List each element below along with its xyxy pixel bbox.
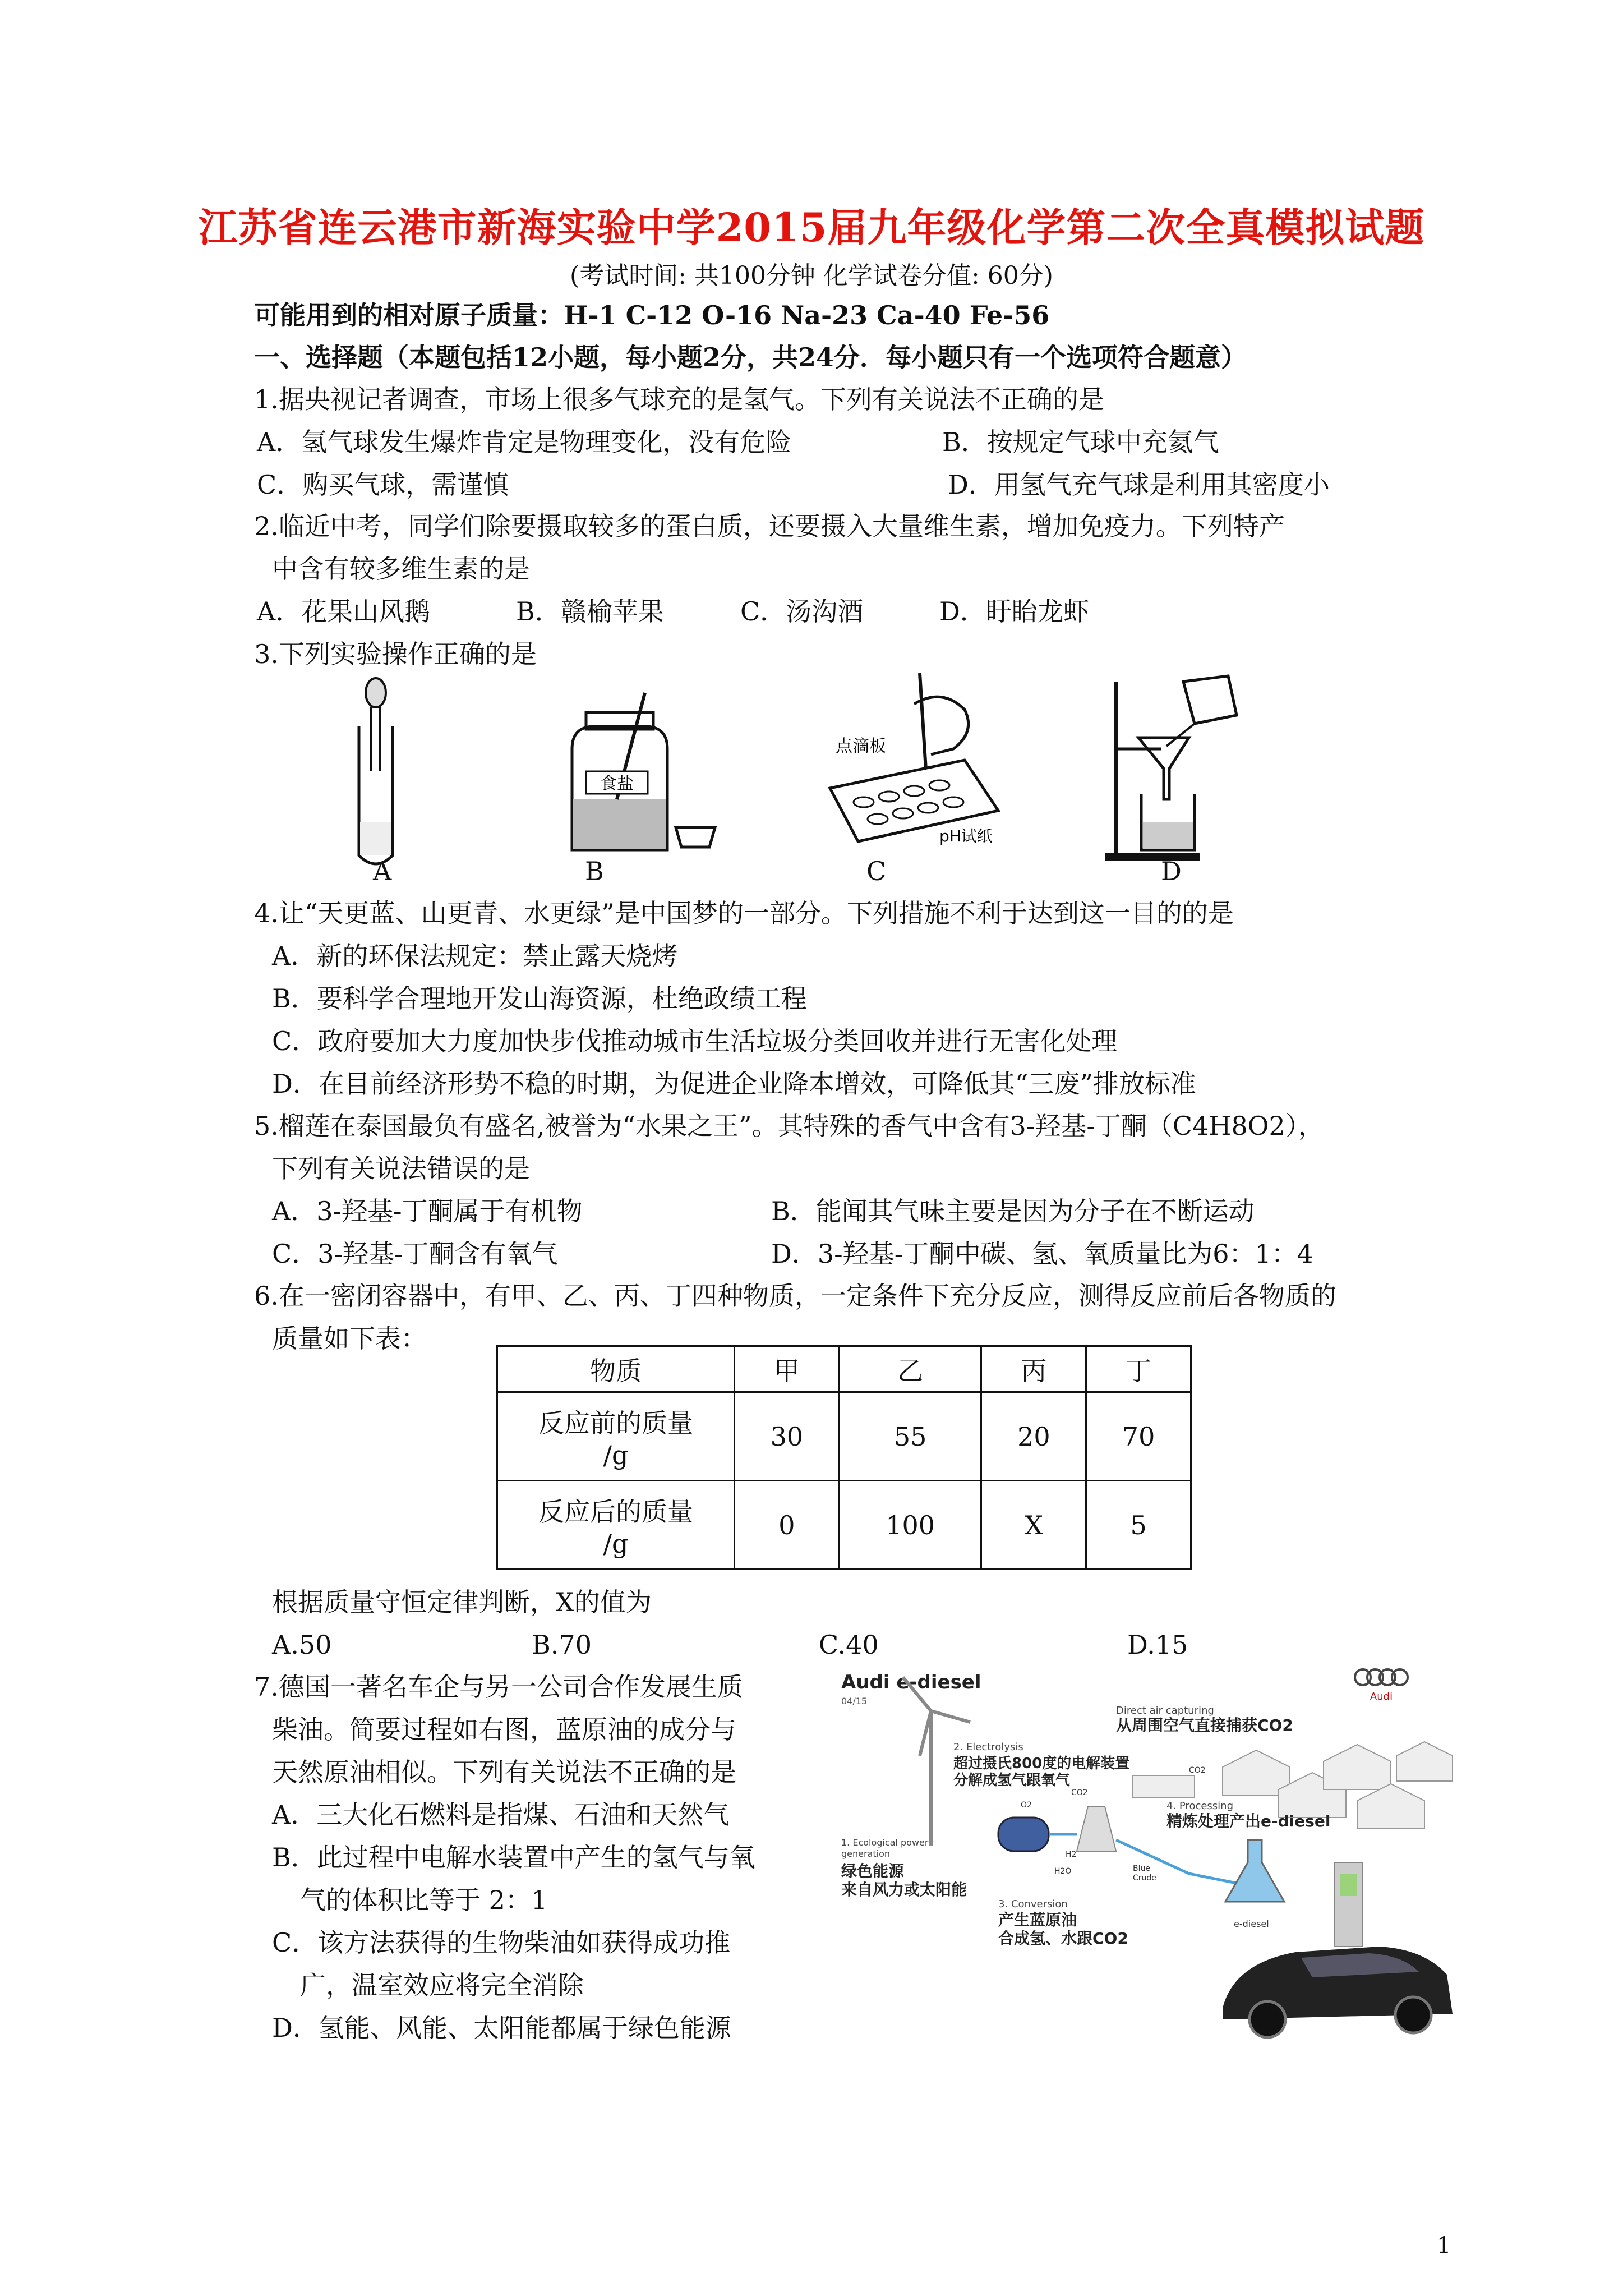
q7-line: 7.德国一著名车企与另一公司合作发展生质 — [254, 1672, 743, 1702]
page-title: 江苏省连云港市新海实验中学2015届九年级化学第二次全真模拟试题 — [198, 204, 1425, 251]
page-number: 1 — [1437, 2233, 1451, 2258]
table-header: 物质 — [497, 1346, 735, 1392]
q7-option-a: A．三大化石燃料是指煤、石油和天然气 — [272, 1800, 730, 1830]
step-electrolysis-zh1: 超过摄氏800度的电解装置 — [953, 1755, 1130, 1772]
apparatus-d-filtration — [1099, 670, 1267, 867]
apparatus-c-spot-plate — [819, 670, 1004, 855]
audi-logo-text: Audi — [1370, 1691, 1393, 1703]
capture-unit — [1133, 1775, 1195, 1798]
q6-stem-line1: 6.在一密闭容器中，有甲、乙、丙、丁四种物质，一定条件下充分反应，测得反应前后各物质的 — [254, 1281, 1336, 1311]
apparatus-b-salt-jar — [561, 687, 718, 861]
q3-label-b: B — [585, 856, 604, 886]
table-header-row — [497, 1346, 1191, 1392]
q5-option-a: A．3-羟基-丁酮属于有机物 — [272, 1196, 583, 1226]
q2-option-d: D．盱眙龙虾 — [939, 596, 1089, 627]
row-label-unit: /g — [603, 1439, 629, 1470]
diagram-date: 04/15 — [841, 1696, 868, 1706]
step-conversion-zh1: 产生蓝原油 — [998, 1911, 1077, 1929]
q7-option-c: C．该方法获得的生物柴油如获得成功推 — [272, 1927, 731, 1958]
q6-option-a: A.50 — [272, 1630, 332, 1660]
step-power-zh1: 绿色能源 — [841, 1862, 905, 1880]
q4-option-b: B．要科学合理地开发山海资源，杜绝政绩工程 — [272, 983, 807, 1014]
step-electrolysis-zh2: 分解成氢气跟氧气 — [953, 1772, 1071, 1789]
table-header: 甲 — [735, 1346, 840, 1392]
q4-stem: 4.让“天更蓝、山更青、水更绿”是中国梦的一部分。下列措施不利于达到这一目的的是 — [254, 898, 1234, 928]
row-label-line: 反应后的质量 — [538, 1496, 693, 1527]
table-cell: 20 — [981, 1392, 1086, 1481]
q7-option-c-cont: 广，温室效应将完全消除 — [300, 1970, 584, 2000]
step-processing-zh: 精炼处理产出e-diesel — [1166, 1812, 1331, 1830]
q7-option-b: B．此过程中电解水装置中产生的氢气与氧 — [272, 1842, 755, 1872]
table-header: 丁 — [1086, 1346, 1191, 1392]
q5-option-d: D．3-羟基-丁酮中碳、氢、氧质量比为6：1：4 — [771, 1239, 1314, 1269]
row-label — [497, 1481, 735, 1570]
diagram-brand: Audi e-diesel — [841, 1671, 981, 1694]
table-row — [497, 1392, 1191, 1481]
step-power-en1: 1. Ecological power — [841, 1837, 929, 1848]
atomic-masses: 可能用到的相对原子质量：H-1 C-12 O-16 Na-23 Ca-40 Fe-56 — [254, 300, 1050, 330]
step-power-zh2: 来自风力或太阳能 — [841, 1880, 967, 1899]
step-conversion-zh2: 合成氢、水跟CO2 — [998, 1929, 1128, 1948]
table-header: 乙 — [839, 1346, 981, 1392]
label-blue-crude-2: Crude — [1133, 1874, 1156, 1883]
ph-paper-label: pH试纸 — [939, 827, 993, 845]
table-cell: 70 — [1086, 1392, 1191, 1481]
q3-label-d: D — [1161, 856, 1182, 886]
table-cell: 5 — [1086, 1481, 1191, 1570]
q2-stem-line2: 中含有较多维生素的是 — [272, 554, 530, 584]
label-co2-top: CO2 — [1189, 1766, 1206, 1775]
q6-stem-line2: 质量如下表： — [272, 1323, 427, 1354]
table-cell: X — [981, 1481, 1086, 1570]
table-cell: 100 — [839, 1481, 981, 1570]
q1-stem: 1.据央视记者调查，市场上很多气球充的是氢气。下列有关说法不正确的是 — [254, 384, 1104, 415]
table-row — [497, 1481, 1191, 1570]
row-label-unit: /g — [603, 1528, 629, 1559]
q5-option-b: B．能闻其气味主要是因为分子在不断运动 — [771, 1196, 1255, 1226]
step-power-en2: generation — [841, 1848, 891, 1859]
step-conversion-en: 3. Conversion — [998, 1898, 1068, 1910]
q2-option-c: C．汤沟酒 — [740, 596, 864, 627]
q7-line: 柴油。简要过程如右图，蓝原油的成分与 — [272, 1714, 736, 1745]
q1-option-c: C．购买气球，需谨慎 — [257, 470, 509, 500]
q1-option-a: A．氢气球发生爆炸肯定是物理变化，没有危险 — [257, 427, 792, 457]
q5-stem-line2: 下列有关说法错误的是 — [272, 1153, 530, 1184]
step-electrolysis-en: 2. Electrolysis — [953, 1741, 1023, 1753]
q7-line: 天然原油相似。下列有关说法不正确的是 — [272, 1757, 736, 1787]
section-heading: 一、选择题（本题包括12小题，每小题2分，共24分．每小题只有一个选项符合题意） — [254, 342, 1247, 372]
apparatus-a-dropper-test-tube — [342, 676, 409, 872]
q3-stem: 3.下列实验操作正确的是 — [254, 639, 537, 669]
q5-option-c: C．3-羟基-丁酮含有氧气 — [272, 1239, 558, 1269]
label-h2: H2 — [1066, 1850, 1077, 1859]
q4-option-d: D．在目前经济形势不稳的时期，为促进企业降本增效，可降低其“三废”排放标准 — [272, 1069, 1196, 1099]
table-cell: 55 — [839, 1392, 981, 1481]
row-label-line: 反应前的质量 — [538, 1407, 693, 1438]
q4-option-a: A．新的环保法规定：禁止露天烧烤 — [272, 941, 678, 971]
q2-stem-line1: 2.临近中考，同学们除要摄取较多的蛋白质，还要摄入大量维生素，增加免疫力。下列特产 — [254, 511, 1285, 541]
step-capture-zh: 从周围空气直接捕获CO2 — [1116, 1716, 1293, 1734]
step-processing-en: 4. Processing — [1166, 1800, 1234, 1812]
q1-option-d: D．用氢气充气球是利用其密度小 — [948, 470, 1330, 500]
q6-option-c: C.40 — [819, 1630, 879, 1660]
q6-question: 根据质量守恒定律判断，X的值为 — [272, 1587, 652, 1617]
exam-info: (考试时间: 共100分钟 化学试卷分值: 60分) — [570, 261, 1053, 290]
label-blue-crude-1: Blue — [1133, 1864, 1150, 1873]
q7-option-d: D．氢能、风能、太阳能都属于绿色能源 — [272, 2013, 731, 2043]
q7-option-b-cont: 气的体积比等于 2：1 — [300, 1885, 548, 1915]
label-ediesel: e-diesel — [1234, 1918, 1269, 1929]
row-label — [497, 1392, 735, 1481]
q1-option-b: B．按规定气球中充氦气 — [942, 427, 1219, 457]
q3-label-a: A — [373, 856, 392, 886]
mass-table — [496, 1345, 1192, 1570]
step-capture-en: Direct air capturing — [1116, 1705, 1214, 1717]
q5-stem-line1: 5.榴莲在泰国最负有盛名,被誉为“水果之王”。其特殊的香气中含有3-羟基-丁酮（C4H8O2）， — [254, 1111, 1324, 1141]
table-header: 丙 — [981, 1346, 1086, 1392]
q2-option-a: A．花果山风鹅 — [257, 596, 431, 627]
label-o2: O2 — [1021, 1801, 1032, 1810]
table-cell: 0 — [735, 1481, 840, 1570]
q2-option-b: B．赣榆苹果 — [516, 596, 664, 627]
electrolysis-tank — [998, 1818, 1049, 1851]
q4-option-c: C．政府要加大力度加快步伐推动城市生活垃圾分类回收并进行无害化处理 — [272, 1026, 1118, 1056]
audi-ediesel-diagram — [830, 1660, 1464, 2053]
label-h2o: H2O — [1054, 1867, 1072, 1876]
q6-option-b: B.70 — [532, 1630, 592, 1660]
salt-label: 食盐 — [600, 774, 634, 794]
q6-option-d: D.15 — [1127, 1630, 1188, 1660]
q3-label-c: C — [866, 856, 887, 886]
spot-plate-label: 点滴板 — [836, 737, 886, 756]
table-cell: 30 — [735, 1392, 840, 1481]
label-co2-mid: CO2 — [1071, 1788, 1088, 1797]
